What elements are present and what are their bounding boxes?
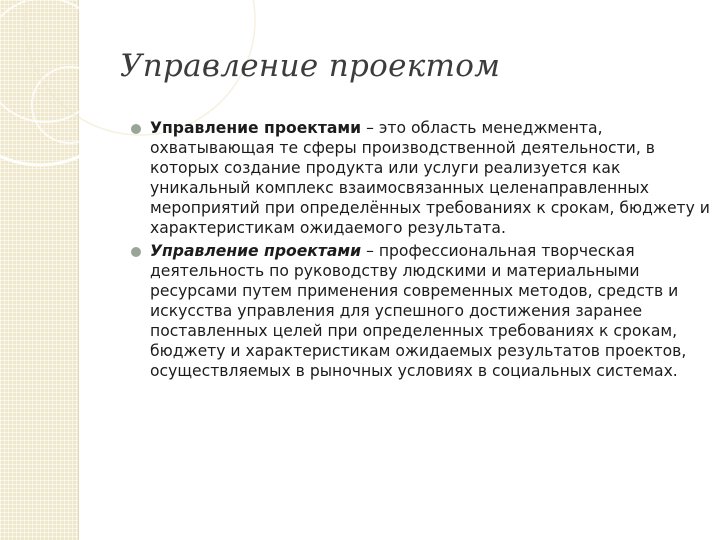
bullet-marker xyxy=(131,247,141,257)
decor-circle-small xyxy=(32,67,108,143)
bullet-list xyxy=(130,118,710,383)
bullet-marker xyxy=(131,124,141,134)
bullet-item-definition-2 xyxy=(130,241,710,382)
decor-circle-mid xyxy=(0,0,107,122)
slide-title: Управление проектом xyxy=(120,48,501,84)
bullet-item-definition-1 xyxy=(130,118,710,239)
bullet-term: Управление проектами xyxy=(150,241,362,260)
bullet-term: Управление проектами xyxy=(150,119,362,137)
decor-circle-large xyxy=(0,0,135,165)
bullet-text: – профессиональная творческая деятельность по руководству людскими и материальными ресурсами путем применения современных методов, средств и искусства управления для успешного достижения заранее поставленных целей при определенных требованиях к срокам, бюджету и характеристикам ожидаемых результатов проектов, осуществляемых в рыночных условиях в социальных системах. xyxy=(150,241,687,381)
bullet-text: – это область менеджмента, охватывающая те сферы производственной деятельности, в которых создание продукта или услуги реализуется как уникальный комплекс взаимосвязанных целенаправленных мероприятий при определённых требованиях к срокам, бюджету и характеристикам ожидаемого результата. xyxy=(150,119,710,238)
